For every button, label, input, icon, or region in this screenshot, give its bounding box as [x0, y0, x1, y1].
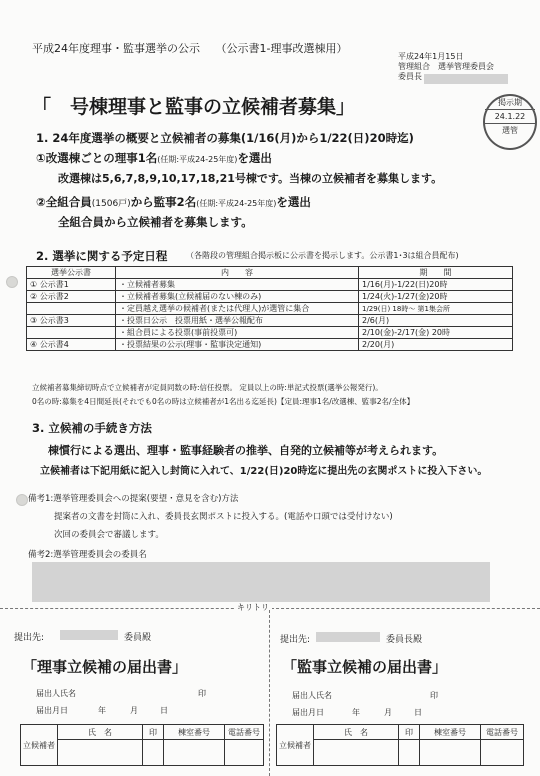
table-header: 選挙公示書	[27, 267, 116, 279]
note2-heading: 備考2:選挙管理委員会の委員名	[28, 550, 147, 560]
schedule-table	[26, 266, 513, 351]
section2-note: （各階段の管理組合掲示板に公示書を掲示します。公示書1･3は組合員配布)	[186, 251, 459, 260]
header-line: 平成24年度理事・監事選挙の公示	[32, 42, 200, 55]
form-title: 「監事立候補の届出書」	[282, 658, 448, 676]
name-field[interactable]	[58, 740, 143, 766]
candidate-table	[20, 724, 264, 766]
cut-label: キリトリ	[234, 602, 272, 613]
seal-field[interactable]	[399, 740, 420, 766]
day-label: 日	[160, 706, 168, 715]
redacted-recipient	[60, 630, 118, 640]
table-row: ・定員越え選挙の候補者(または代理人)が選管に集合 1/29(日) 18時～ 第1集会所	[27, 303, 513, 315]
day-label: 日	[414, 708, 422, 717]
section1-heading: 1. 24年度選挙の概要と立候補者の募集(1/16(月)から1/22(日)20時迄)	[36, 131, 414, 145]
table-row: ② 公示書2 ・立候補者募集(立候補届のない棟のみ) 1/24(火)-1/27(金)20時	[27, 291, 513, 303]
seal-label: 印	[198, 689, 206, 698]
applicant-name-label: 届出人氏名	[36, 689, 76, 698]
seal-field[interactable]	[143, 740, 164, 766]
form-submit-label: 提出先:	[280, 635, 311, 645]
section3-line1: 棟慣行による選出、理事・監事経験者の推挙、自発的立候補等が考えられます。	[48, 444, 444, 457]
form-title: 「理事立候補の届出書」	[22, 658, 188, 676]
posting-stamp: 掲示期 24.1.22 選管	[483, 94, 537, 150]
form-recipient: 委員殿	[124, 633, 152, 643]
note1-heading: 備考1:選挙管理委員会への提案(要望・意見を含む)方法	[28, 494, 239, 504]
month-label: 月	[384, 708, 392, 717]
table-row: ① 公示書1 ・立候補者募集 1/16(月)-1/22(日)20時	[27, 279, 513, 291]
punch-hole	[6, 276, 18, 288]
candidate-table	[276, 724, 524, 766]
cut-line-vertical	[269, 610, 270, 776]
table-header: 内 容	[116, 267, 359, 279]
doc-reference: （公示書1-理事改選棟用）	[215, 42, 348, 55]
notice-heading	[32, 40, 347, 56]
col-seal: 印	[143, 725, 164, 740]
section1-item1-body: 改選棟は5,6,7,8,9,10,17,18,21号棟です。当棟の立候補者を募集します。	[58, 172, 443, 185]
issue-date: 平成24年1月15日	[398, 52, 464, 61]
candidate-label: 立候補者	[21, 725, 58, 766]
col-seal: 印	[399, 725, 420, 740]
section1-item2: ②全組合員(1506戸)から監事2名(任期:平成24-25年度)を選出	[36, 195, 311, 209]
col-name: 氏 名	[58, 725, 143, 740]
year-label: 年	[352, 708, 360, 717]
col-unit: 棟室番号	[164, 725, 225, 740]
table-row: ③ 公示書3 ・投票日公示 投票用紙・選挙公報配布 2/6(月)	[27, 315, 513, 327]
date-label: 届出月日	[292, 708, 324, 717]
month-label: 月	[130, 706, 138, 715]
col-name: 氏 名	[314, 725, 399, 740]
col-phone: 電話番号	[225, 725, 264, 740]
section2-heading: 2. 選挙に関する予定日程	[36, 249, 168, 263]
note1-line1: 提案者の文書を封筒に入れ、委員長玄関ポストに投入する。(電話や口頭では受付けない)	[54, 512, 393, 522]
page-title: 「 号棟理事と監事の立候補者募集」	[32, 96, 356, 118]
note1-line2: 次回の委員会で審議します。	[54, 530, 164, 540]
applicant-name-label: 届出人氏名	[292, 691, 332, 700]
redacted-recipient	[316, 632, 380, 642]
issuer-org: 管理組合 選挙管理委員会	[398, 62, 494, 71]
form-submit-label: 提出先:	[14, 633, 45, 643]
table-row: ④ 公示書4 ・投票結果の公示(理事・監事決定通知) 2/20(月)	[27, 339, 513, 351]
phone-field[interactable]	[225, 740, 264, 766]
section1-item2-body: 全組合員から立候補者を募集します。	[58, 215, 253, 229]
form-recipient: 委員長殿	[386, 635, 423, 645]
footnote-2: 0名の時:募集を4日間延長(それでも0名の時は立候補者が1名出る迄延長)【定員:理事1名/改選棟、監事2名/全体】	[32, 397, 415, 406]
candidate-label: 立候補者	[277, 725, 314, 766]
redacted-committee-names	[32, 562, 490, 602]
punch-hole	[16, 494, 28, 506]
col-unit: 棟室番号	[420, 725, 481, 740]
table-row: ・組合員による投票(事前投票可) 2/10(金)-2/17(金) 20時	[27, 327, 513, 339]
phone-field[interactable]	[481, 740, 524, 766]
seal-label: 印	[430, 691, 438, 700]
unit-field[interactable]	[164, 740, 225, 766]
redacted-chair-name	[424, 74, 508, 84]
section1-item1: ①改選棟ごとの理事1名(任期:平成24-25年度)を選出	[36, 151, 272, 165]
name-field[interactable]	[314, 740, 399, 766]
unit-field[interactable]	[420, 740, 481, 766]
year-label: 年	[98, 706, 106, 715]
table-header: 期 間	[359, 267, 513, 279]
date-label: 届出月日	[36, 706, 68, 715]
section3-line2: 立候補者は下記用紙に記入し封筒に入れて、1/22(日)20時迄に提出先の玄関ポストに投入下さい。	[40, 466, 488, 477]
section3-heading: 3. 立候補の手続き方法	[32, 421, 152, 435]
footnote-1: 立候補者募集締切時点で立候補者が定員同数の時:信任投票。 定員以上の時:単記式投票(選挙公報発行)。	[32, 383, 383, 392]
col-phone: 電話番号	[481, 725, 524, 740]
chair-label: 委員長	[398, 72, 422, 81]
